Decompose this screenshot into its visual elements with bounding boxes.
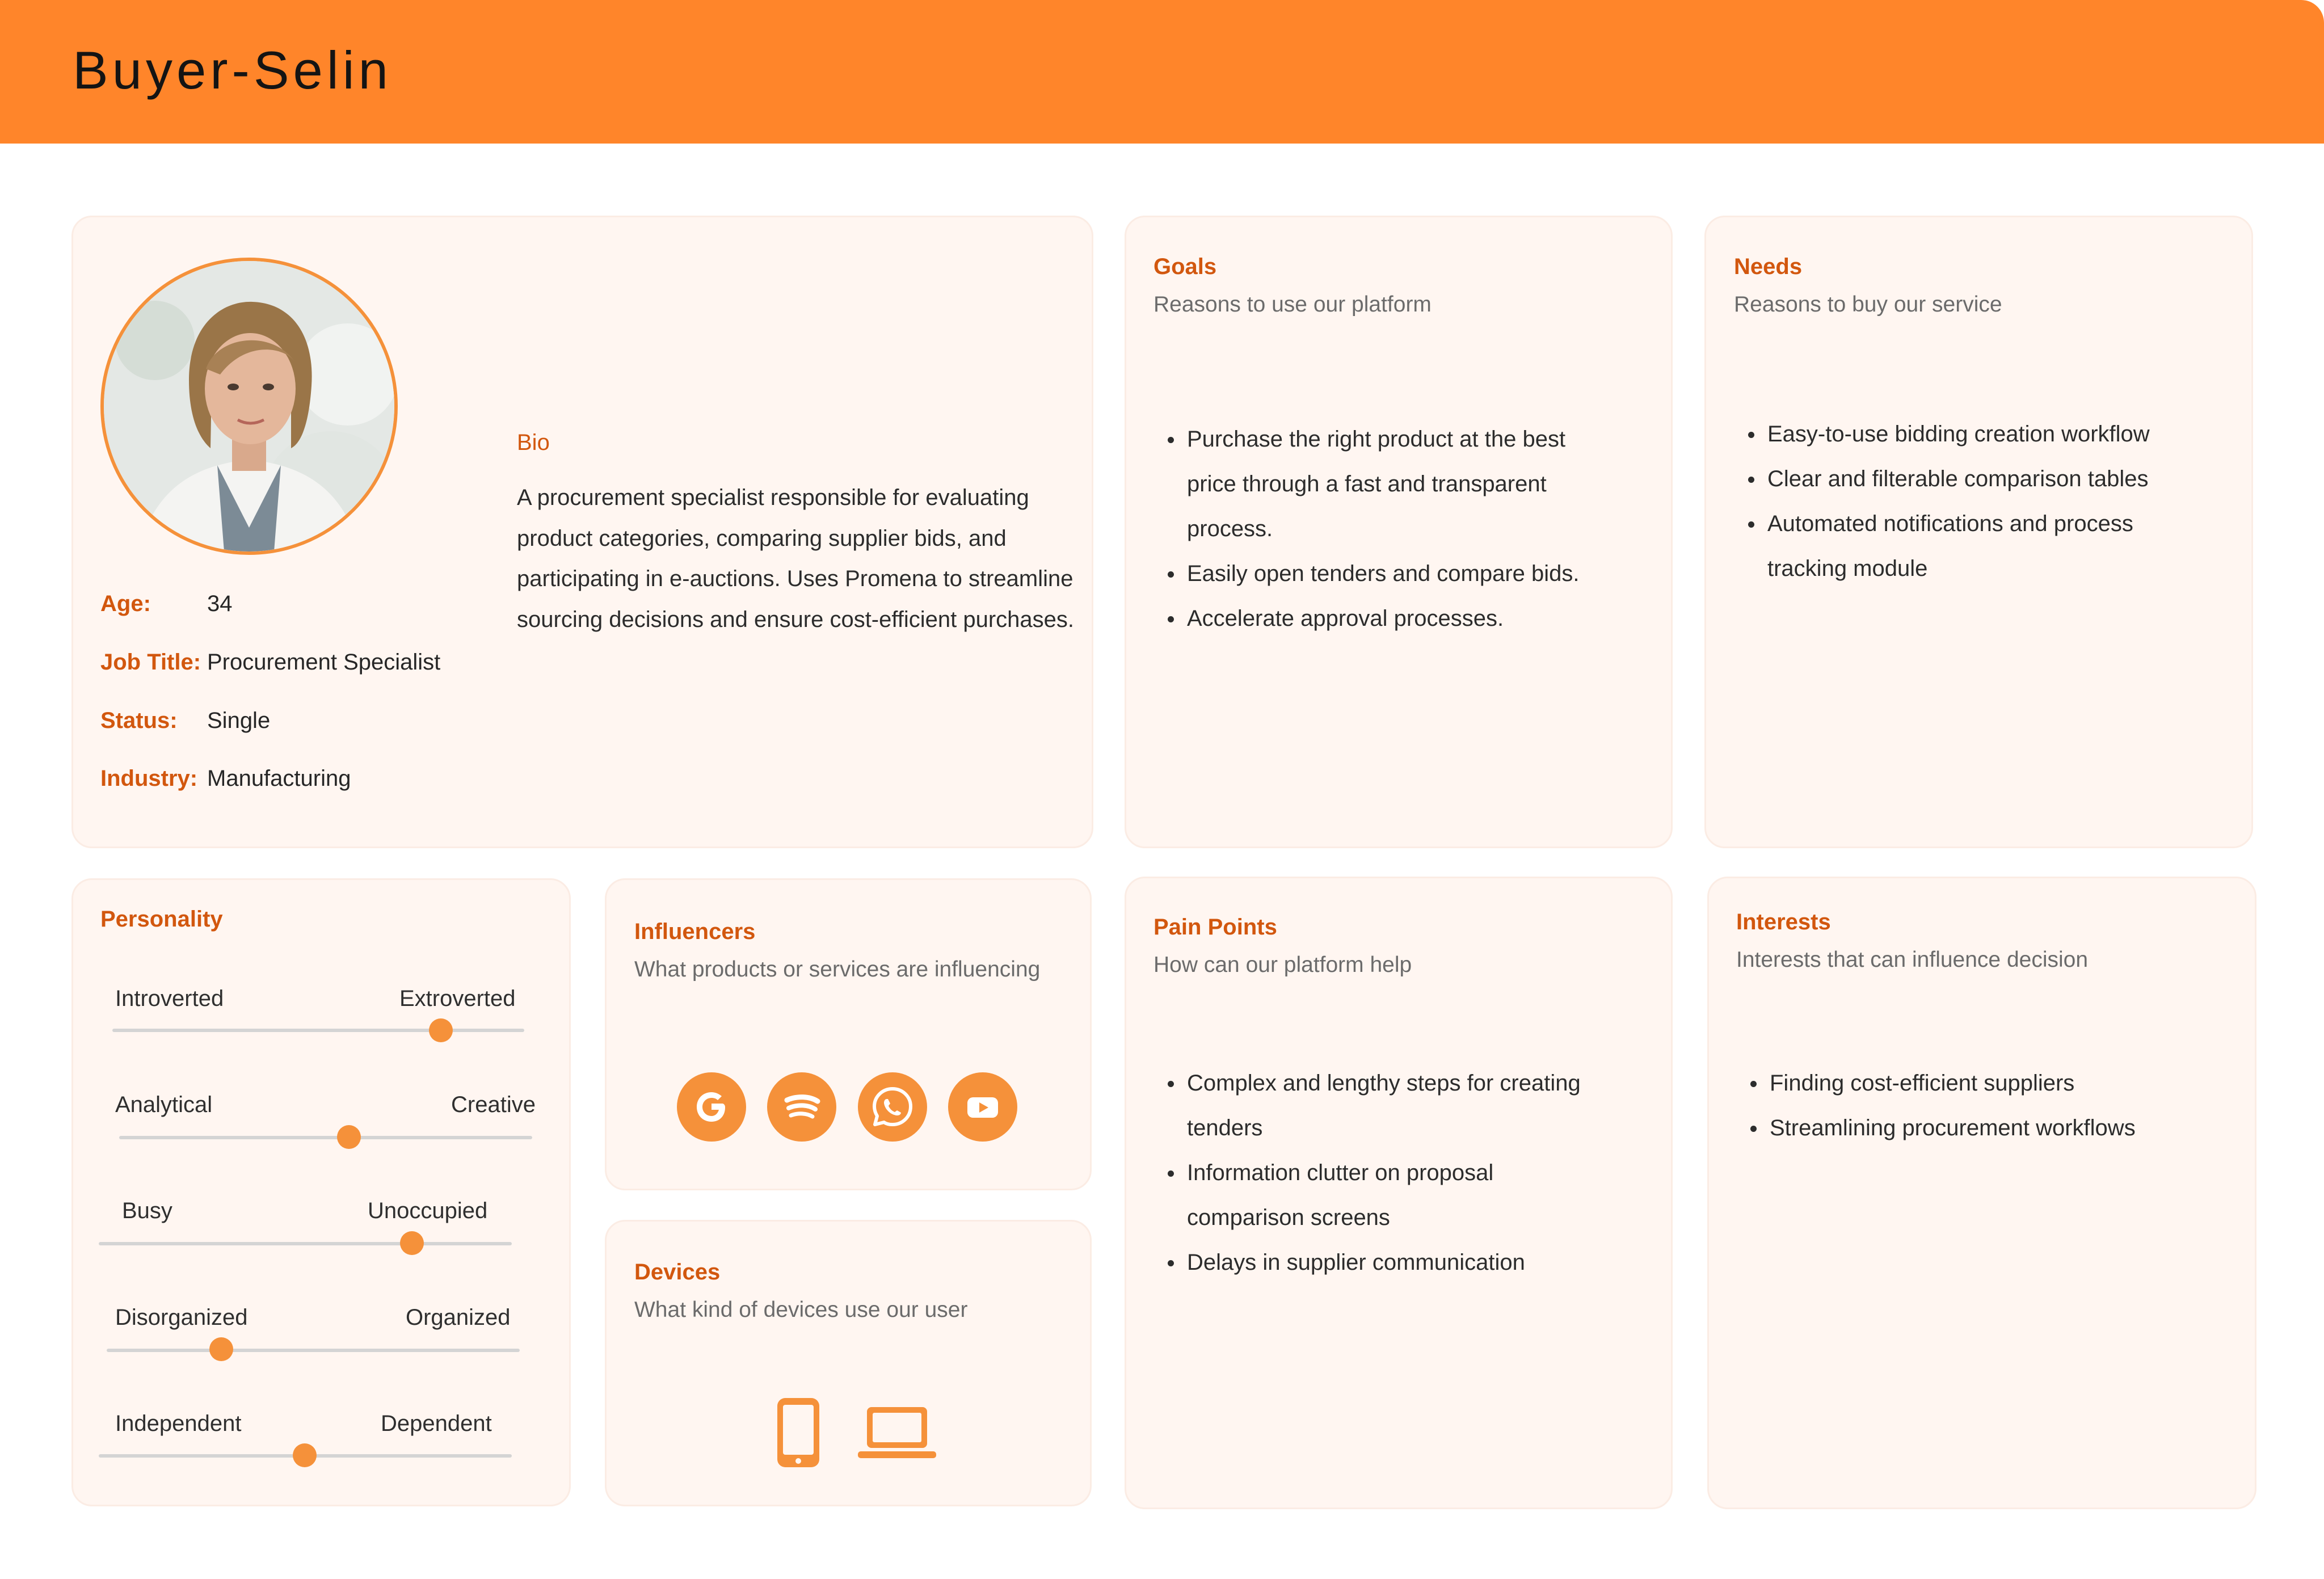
trait-right-label: Creative [451, 1092, 536, 1117]
devices-subtitle: What kind of devices use our user [634, 1298, 968, 1322]
pain-points-subtitle: How can our platform help [1153, 953, 1412, 977]
whatsapp-icon[interactable] [858, 1072, 927, 1142]
laptop-icon [857, 1405, 937, 1464]
needs-list [1744, 412, 2243, 591]
personality-title: Personality [100, 907, 223, 932]
interests-subtitle: Interests that can influence decision [1736, 948, 2089, 972]
trait-slider-track [112, 1029, 524, 1032]
devices-title: Devices [634, 1260, 721, 1285]
list-item: Delays in supplier communication [1163, 1240, 1662, 1285]
trait-slider-track [107, 1349, 520, 1352]
youtube-icon[interactable] [948, 1072, 1017, 1142]
list-item: Clear and filterable comparison tables [1744, 457, 2243, 502]
field-label: Industry: [100, 766, 198, 791]
trait-slider-knob[interactable] [400, 1231, 424, 1255]
header-bar [0, 0, 2324, 144]
field-value: 34 [207, 591, 233, 616]
list-item: Automated notifications and process [1744, 502, 2243, 546]
pain-points-list [1163, 1061, 1662, 1285]
trait-left-label: Busy [122, 1198, 172, 1223]
trait-left-label: Introverted [115, 986, 224, 1011]
interests-list [1746, 1061, 2245, 1151]
influencers-title: Influencers [634, 919, 756, 944]
trait-slider-knob[interactable] [209, 1337, 233, 1361]
smartphone-icon [775, 1396, 822, 1472]
avatar [100, 258, 398, 555]
list-item: Complex and lengthy steps for creating [1163, 1061, 1662, 1106]
trait-slider-track [119, 1136, 532, 1139]
list-item: comparison screens [1187, 1205, 1390, 1230]
list-item: Easy-to-use bidding creation workflow [1744, 412, 2243, 457]
list-item: Streamlining procurement workflows [1746, 1106, 2245, 1151]
list-item: Information clutter on proposal [1163, 1151, 1662, 1195]
bio-title: Bio [517, 430, 550, 455]
field-value: Procurement Specialist [207, 650, 441, 675]
list-item: Finding cost-efficient suppliers [1746, 1061, 2245, 1106]
avatar-photo [104, 261, 394, 551]
list-item: Easily open tenders and compare bids. [1163, 551, 1662, 596]
list-item: Purchase the right product at the best [1163, 417, 1662, 462]
influencers-subtitle: What products or services are influencing [634, 957, 1041, 982]
google-icon[interactable] [677, 1072, 746, 1142]
list-item: price through a fast and transparent [1187, 471, 1547, 496]
pain-points-title: Pain Points [1153, 915, 1277, 940]
trait-slider-knob[interactable] [337, 1125, 361, 1149]
trait-left-label: Disorganized [115, 1305, 248, 1330]
trait-right-label: Extroverted [399, 986, 516, 1011]
trait-left-label: Independent [115, 1411, 242, 1436]
trait-slider-knob[interactable] [293, 1443, 317, 1467]
needs-title: Needs [1734, 254, 1803, 279]
field-label: Age: [100, 591, 151, 616]
list-item: process. [1187, 516, 1273, 541]
needs-subtitle: Reasons to buy our service [1734, 292, 2002, 317]
trait-right-label: Unoccupied [368, 1198, 488, 1223]
list-item: tenders [1187, 1115, 1263, 1140]
page-title: Buyer-Selin [73, 40, 392, 100]
field-value: Manufacturing [207, 766, 351, 791]
goals-subtitle: Reasons to use our platform [1153, 292, 1432, 317]
interests-title: Interests [1736, 909, 1831, 934]
trait-right-label: Organized [406, 1305, 511, 1330]
bio-text: A procurement specialist responsible for evaluating product categories, comparing supplier bids, and participating in e-auctions. Uses Promena to streamline sourcing decisions and ensure cost-efficient purchases. [517, 485, 1075, 632]
trait-left-label: Analytical [115, 1092, 213, 1117]
trait-right-label: Dependent [381, 1411, 492, 1436]
trait-slider-track [99, 1242, 512, 1245]
list-item: tracking module [1767, 556, 1928, 581]
trait-slider-knob[interactable] [429, 1018, 453, 1042]
goals-list [1163, 417, 1662, 641]
spotify-icon[interactable] [767, 1072, 836, 1142]
field-value: Single [207, 708, 271, 733]
field-label: Job Title: [100, 650, 201, 675]
goals-title: Goals [1153, 254, 1217, 279]
list-item: Accelerate approval processes. [1163, 596, 1662, 641]
field-label: Status: [100, 708, 178, 733]
